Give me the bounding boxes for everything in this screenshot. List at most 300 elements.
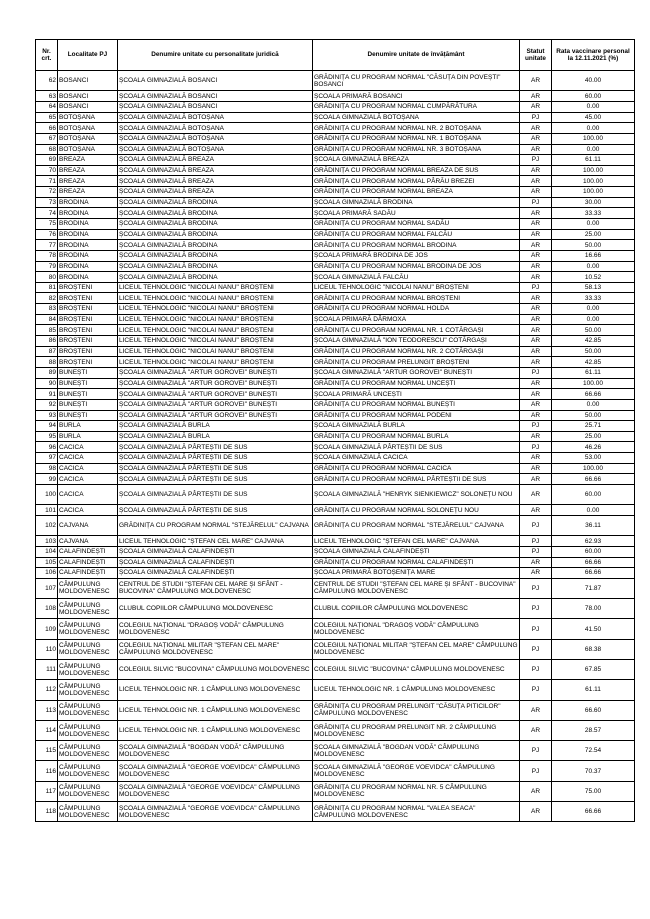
status-cell: AR (520, 229, 552, 240)
status-cell: PJ (520, 599, 552, 619)
locality-cell: CACICA (58, 474, 118, 485)
status-cell: PJ (520, 282, 552, 293)
header-nr: Nr. crt. (36, 40, 58, 71)
status-cell: AR (520, 399, 552, 410)
status-cell: PJ (520, 442, 552, 453)
school-unit-cell: ȘCOALA PRIMARĂ SADĂU (313, 208, 520, 219)
table-row (36, 536, 635, 547)
status-cell: AR (520, 378, 552, 389)
school-unit-cell: GRĂDINIȚA CU PROGRAM NORMAL CACICA (313, 463, 520, 474)
locality-cell: BRODINA (58, 261, 118, 272)
school-unit-cell: ȘCOALA GIMNAZIALĂ BRODINA (313, 197, 520, 208)
legal-entity-cell: ȘCOALA GIMNAZIALĂ CALAFINDEȘTI (118, 568, 313, 579)
table-row (36, 578, 635, 598)
legal-entity-cell: ȘCOALA GIMNAZIALĂ BRODINA (118, 250, 313, 261)
legal-entity-cell: ȘCOALA GIMNAZIALĂ BRODINA (118, 229, 313, 240)
table-row (36, 123, 635, 134)
vaccination-rate-cell: 36.11 (552, 515, 635, 535)
table-row (36, 680, 635, 700)
locality-cell: BOSANCI (58, 91, 118, 102)
row-number: 84 (36, 314, 58, 325)
table-row (36, 741, 635, 761)
school-unit-cell: GRĂDINIȚA CU PROGRAM NORMAL PODENI (313, 410, 520, 421)
legal-entity-cell: ȘCOALA GIMNAZIALĂ BOSANCI (118, 101, 313, 112)
school-unit-cell: GRĂDINIȚA CU PROGRAM NORMAL BROȘTENI (313, 293, 520, 304)
school-unit-cell: ȘCOALA GIMNAZIALĂ CACICA (313, 453, 520, 464)
status-cell: AR (520, 410, 552, 421)
locality-cell: BUNEȘTI (58, 378, 118, 389)
vaccination-rate-cell: 10.52 (552, 272, 635, 283)
row-number: 69 (36, 155, 58, 166)
table-row (36, 71, 635, 91)
status-cell: AR (520, 133, 552, 144)
vaccination-rate-cell: 33.33 (552, 208, 635, 219)
locality-cell: CÂMPULUNG MOLDOVENESC (58, 761, 118, 781)
vaccination-rate-cell: 61.11 (552, 155, 635, 166)
table-row (36, 802, 635, 822)
legal-entity-cell: LICEUL TEHNOLOGIC "NICOLAI NANU" BROȘTENI (118, 346, 313, 357)
vaccination-rate-cell: 0.00 (552, 101, 635, 112)
row-number: 79 (36, 261, 58, 272)
table-row (36, 155, 635, 166)
status-cell: PJ (520, 619, 552, 639)
row-number: 105 (36, 557, 58, 568)
row-number: 97 (36, 453, 58, 464)
status-cell: PJ (520, 659, 552, 679)
locality-cell: BOTOȘANA (58, 133, 118, 144)
school-unit-cell: ȘCOALA GIMNAZIALĂ "HENRYK SIENKIEWICZ" SOLONEȚU NOU (313, 485, 520, 505)
locality-cell: BOSANCI (58, 71, 118, 91)
vaccination-rate-cell: 0.00 (552, 505, 635, 516)
status-cell: AR (520, 91, 552, 102)
vaccination-rate-cell: 30.00 (552, 197, 635, 208)
table-row (36, 314, 635, 325)
status-cell: AR (520, 357, 552, 368)
locality-cell: BRODINA (58, 229, 118, 240)
table-row (36, 229, 635, 240)
table-row (36, 639, 635, 659)
row-number: 114 (36, 720, 58, 740)
legal-entity-cell: ȘCOALA GIMNAZIALĂ PÂRTEȘTII DE SUS (118, 463, 313, 474)
status-cell: AR (520, 261, 552, 272)
school-unit-cell: GRĂDINIȚA CU PROGRAM NORMAL BREAZA DE SUS (313, 165, 520, 176)
school-unit-cell: ȘCOALA GIMNAZIALĂ "GEORGE VOEVIDCA" CÂMPULUNG MOLDOVENESC (313, 761, 520, 781)
vaccination-rate-cell: 0.00 (552, 123, 635, 134)
school-unit-cell: GRĂDINIȚA CU PROGRAM NORMAL "STEJĂRELUL" CAJVANA (313, 515, 520, 535)
table-row (36, 421, 635, 432)
status-cell: AR (520, 325, 552, 336)
legal-entity-cell: LICEUL TEHNOLOGIC NR. 1 CÂMPULUNG MOLDOVENESC (118, 680, 313, 700)
locality-cell: BRODINA (58, 272, 118, 283)
table-row (36, 463, 635, 474)
vaccination-rate-cell: 42.85 (552, 357, 635, 368)
locality-cell: BURLA (58, 431, 118, 442)
status-cell: AR (520, 293, 552, 304)
school-unit-cell: GRĂDINIȚA CU PROGRAM PRELUNGIT NR. 2 CÂMPULUNG MOLDOVENESC (313, 720, 520, 740)
locality-cell: BRODINA (58, 197, 118, 208)
row-number: 87 (36, 346, 58, 357)
vaccination-rate-cell: 41.50 (552, 619, 635, 639)
status-cell: AR (520, 463, 552, 474)
vaccination-rate-cell: 67.85 (552, 659, 635, 679)
school-unit-cell: GRĂDINIȚA CU PROGRAM NORMAL HOLDA (313, 304, 520, 315)
vaccination-rate-cell: 25.00 (552, 431, 635, 442)
legal-entity-cell: ȘCOALA GIMNAZIALĂ "ARTUR GOROVEI" BUNEȘTI (118, 367, 313, 378)
table-row (36, 474, 635, 485)
row-number: 76 (36, 229, 58, 240)
row-number: 83 (36, 304, 58, 315)
row-number: 116 (36, 761, 58, 781)
table-row (36, 389, 635, 400)
legal-entity-cell: ȘCOALA GIMNAZIALĂ "BOGDAN VODĂ" CÂMPULUNG MOLDOVENESC (118, 741, 313, 761)
locality-cell: CAJVANA (58, 515, 118, 535)
legal-entity-cell: ȘCOALA GIMNAZIALĂ BRODINA (118, 197, 313, 208)
row-number: 98 (36, 463, 58, 474)
vaccination-rate-cell: 100.00 (552, 133, 635, 144)
row-number: 104 (36, 546, 58, 557)
school-unit-cell: COLEGIUL SILVIC "BUCOVINA" CÂMPULUNG MOLDOVENESC (313, 659, 520, 679)
row-number: 80 (36, 272, 58, 283)
locality-cell: BROȘTENI (58, 293, 118, 304)
status-cell: AR (520, 250, 552, 261)
school-unit-cell: GRĂDINIȚA CU PROGRAM NORMAL FALCĂU (313, 229, 520, 240)
header-unit: Denumire unitate de învățământ (313, 40, 520, 71)
table-row (36, 346, 635, 357)
school-unit-cell: GRĂDINIȚA CU PROGRAM NORMAL SOLONEȚU NOU (313, 505, 520, 516)
vaccination-rate-cell: 45.00 (552, 112, 635, 123)
locality-cell: CALAFINDEȘTI (58, 557, 118, 568)
table-row (36, 505, 635, 516)
table-row (36, 442, 635, 453)
legal-entity-cell: LICEUL TEHNOLOGIC "NICOLAI NANU" BROȘTENI (118, 325, 313, 336)
vaccination-rate-cell: 50.00 (552, 346, 635, 357)
legal-entity-cell: GRĂDINIȚA CU PROGRAM NORMAL "STEJĂRELUL" CAJVANA (118, 515, 313, 535)
school-unit-cell: GRĂDINIȚA CU PROGRAM NORMAL NR. 2 BOTOȘANA (313, 123, 520, 134)
table-row (36, 557, 635, 568)
status-cell: AR (520, 802, 552, 822)
legal-entity-cell: ȘCOALA GIMNAZIALĂ PÂRTEȘTII DE SUS (118, 505, 313, 516)
row-number: 113 (36, 700, 58, 720)
table-row (36, 357, 635, 368)
locality-cell: BOTOȘANA (58, 112, 118, 123)
school-unit-cell: GRĂDINIȚA CU PROGRAM NORMAL PÂRĂU BREZEI (313, 176, 520, 187)
table-row (36, 144, 635, 155)
locality-cell: BRODINA (58, 218, 118, 229)
school-unit-cell: ȘCOALA GIMNAZIALĂ BREAZA (313, 155, 520, 166)
status-cell: AR (520, 176, 552, 187)
vaccination-rate-cell: 61.11 (552, 367, 635, 378)
legal-entity-cell: ȘCOALA GIMNAZIALĂ BOTOȘANA (118, 133, 313, 144)
status-cell: AR (520, 187, 552, 198)
row-number: 90 (36, 378, 58, 389)
row-number: 85 (36, 325, 58, 336)
row-number: 99 (36, 474, 58, 485)
row-number: 112 (36, 680, 58, 700)
legal-entity-cell: LICEUL TEHNOLOGIC "ȘTEFAN CEL MARE" CAJVANA (118, 536, 313, 547)
table-row (36, 720, 635, 740)
locality-cell: CACICA (58, 485, 118, 505)
legal-entity-cell: ȘCOALA GIMNAZIALĂ "GEORGE VOEVIDCA" CÂMPULUNG MOLDOVENESC (118, 781, 313, 801)
locality-cell: CÂMPULUNG MOLDOVENESC (58, 802, 118, 822)
row-number: 73 (36, 197, 58, 208)
row-number: 93 (36, 410, 58, 421)
row-number: 65 (36, 112, 58, 123)
row-number: 75 (36, 218, 58, 229)
status-cell: AR (520, 144, 552, 155)
table-row (36, 568, 635, 579)
status-cell: PJ (520, 761, 552, 781)
row-number: 91 (36, 389, 58, 400)
legal-entity-cell: ȘCOALA GIMNAZIALĂ "GEORGE VOEVIDCA" CÂMPULUNG MOLDOVENESC (118, 802, 313, 822)
vaccination-rate-cell: 58.13 (552, 282, 635, 293)
vaccination-rate-cell: 28.57 (552, 720, 635, 740)
locality-cell: BOTOȘANA (58, 123, 118, 134)
school-unit-cell: GRĂDINIȚA CU PROGRAM NORMAL BRODINA DE JOS (313, 261, 520, 272)
school-unit-cell: ȘCOALA GIMNAZIALĂ CALAFINDEȘTI (313, 546, 520, 557)
legal-entity-cell: LICEUL TEHNOLOGIC "NICOLAI NANU" BROȘTENI (118, 293, 313, 304)
legal-entity-cell: LICEUL TEHNOLOGIC NR. 1 CÂMPULUNG MOLDOVENESC (118, 700, 313, 720)
legal-entity-cell: ȘCOALA GIMNAZIALĂ BREAZA (118, 176, 313, 187)
status-cell: PJ (520, 112, 552, 123)
school-unit-cell: GRĂDINIȚA CU PROGRAM NORMAL NR. 1 BOTOȘANA (313, 133, 520, 144)
row-number: 71 (36, 176, 58, 187)
locality-cell: BROȘTENI (58, 336, 118, 347)
legal-entity-cell: ȘCOALA GIMNAZIALĂ PÂRTEȘTII DE SUS (118, 442, 313, 453)
row-number: 111 (36, 659, 58, 679)
row-number: 92 (36, 399, 58, 410)
school-unit-cell: ȘCOALA PRIMARĂ UNCEȘTI (313, 389, 520, 400)
school-unit-cell: LICEUL TEHNOLOGIC "ȘTEFAN CEL MARE" CAJVANA (313, 536, 520, 547)
school-unit-cell: COLEGIUL NAȚIONAL MILITAR "ȘTEFAN CEL MARE" CÂMPULUNG MOLDOVENESC (313, 639, 520, 659)
legal-entity-cell: LICEUL TEHNOLOGIC "NICOLAI NANU" BROȘTENI (118, 336, 313, 347)
table-row (36, 336, 635, 347)
locality-cell: CÂMPULUNG MOLDOVENESC (58, 720, 118, 740)
locality-cell: CÂMPULUNG MOLDOVENESC (58, 578, 118, 598)
locality-cell: CÂMPULUNG MOLDOVENESC (58, 639, 118, 659)
row-number: 64 (36, 101, 58, 112)
header-statut: Statut unitate (520, 40, 552, 71)
school-unit-cell: GRĂDINIȚA CU PROGRAM NORMAL "VALEA SEACA" CÂMPULUNG MOLDOVENESC (313, 802, 520, 822)
status-cell: AR (520, 568, 552, 579)
school-unit-cell: ȘCOALA GIMNAZIALĂ FALCĂU (313, 272, 520, 283)
header-pj: Denumire unitate cu personalitate juridică (118, 40, 313, 71)
row-number: 67 (36, 133, 58, 144)
row-number: 107 (36, 578, 58, 598)
vaccination-rate-cell: 0.00 (552, 144, 635, 155)
locality-cell: CÂMPULUNG MOLDOVENESC (58, 619, 118, 639)
school-unit-cell: GRĂDINIȚA CU PROGRAM NORMAL BURLA (313, 431, 520, 442)
status-cell: PJ (520, 639, 552, 659)
table-row (36, 619, 635, 639)
row-number: 102 (36, 515, 58, 535)
school-unit-cell: GRĂDINIȚA CU PROGRAM NORMAL CUMPĂRĂTURA (313, 101, 520, 112)
vaccination-rate-cell: 100.00 (552, 165, 635, 176)
legal-entity-cell: ȘCOALA GIMNAZIALĂ CALAFINDEȘTI (118, 557, 313, 568)
vaccination-rate-cell: 50.00 (552, 240, 635, 251)
row-number: 103 (36, 536, 58, 547)
locality-cell: BREAZA (58, 176, 118, 187)
table-row (36, 187, 635, 198)
vaccination-rate-cell: 25.71 (552, 421, 635, 432)
table-body (36, 71, 635, 822)
school-unit-cell: ȘCOALA GIMNAZIALĂ BURLA (313, 421, 520, 432)
school-unit-cell: ȘCOALA PRIMARĂ BRODINA DE JOS (313, 250, 520, 261)
vaccination-rate-cell: 100.00 (552, 463, 635, 474)
vaccination-rate-cell: 60.00 (552, 546, 635, 557)
school-unit-cell: ȘCOALA PRIMARĂ BOSANCI (313, 91, 520, 102)
table-row (36, 218, 635, 229)
school-unit-cell: GRĂDINIȚA CU PROGRAM NORMAL UNCEȘTI (313, 378, 520, 389)
table-row (36, 700, 635, 720)
table-row (36, 112, 635, 123)
legal-entity-cell: ȘCOALA GIMNAZIALĂ "ARTUR GOROVEI" BUNEȘTI (118, 389, 313, 400)
row-number: 63 (36, 91, 58, 102)
school-unit-cell: GRĂDINIȚA CU PROGRAM NORMAL "CĂSUȚA DIN POVEȘTI" BOSANCI (313, 71, 520, 91)
legal-entity-cell: ȘCOALA GIMNAZIALĂ BRODINA (118, 240, 313, 251)
vaccination-rate-cell: 66.66 (552, 557, 635, 568)
legal-entity-cell: ȘCOALA GIMNAZIALĂ BRODINA (118, 261, 313, 272)
legal-entity-cell: ȘCOALA GIMNAZIALĂ BRODINA (118, 272, 313, 283)
legal-entity-cell: ȘCOALA GIMNAZIALĂ BRODINA (118, 218, 313, 229)
status-cell: AR (520, 165, 552, 176)
vaccination-rate-cell: 66.66 (552, 802, 635, 822)
status-cell: PJ (520, 421, 552, 432)
vaccination-rate-cell: 100.00 (552, 378, 635, 389)
status-cell: AR (520, 304, 552, 315)
locality-cell: CALAFINDEȘTI (58, 568, 118, 579)
vaccination-rate-cell: 46.26 (552, 442, 635, 453)
table-row (36, 546, 635, 557)
header-rata: Rata vaccinare personal la 12.11.2021 (%) (552, 40, 635, 71)
school-unit-cell: GRĂDINIȚA CU PROGRAM NORMAL NR. 5 CÂMPULUNG MOLDOVENESC (313, 781, 520, 801)
locality-cell: BROȘTENI (58, 282, 118, 293)
school-unit-cell: GRĂDINIȚA CU PROGRAM NORMAL NR. 3 BOTOȘANA (313, 144, 520, 155)
status-cell: AR (520, 208, 552, 219)
locality-cell: CACICA (58, 463, 118, 474)
school-unit-cell: ȘCOALA GIMNAZIALĂ PÂRTEȘTII DE SUS (313, 442, 520, 453)
locality-cell: CÂMPULUNG MOLDOVENESC (58, 659, 118, 679)
locality-cell: CAJVANA (58, 536, 118, 547)
status-cell: AR (520, 336, 552, 347)
status-cell: AR (520, 71, 552, 91)
locality-cell: BOTOȘANA (58, 144, 118, 155)
row-number: 62 (36, 71, 58, 91)
row-number: 82 (36, 293, 58, 304)
legal-entity-cell: ȘCOALA GIMNAZIALĂ PÂRTEȘTII DE SUS (118, 453, 313, 464)
school-unit-cell: ȘCOALA PRIMARĂ BOTOȘENIȚA MARE (313, 568, 520, 579)
legal-entity-cell: ȘCOALA GIMNAZIALĂ "ARTUR GOROVEI" BUNEȘTI (118, 399, 313, 410)
status-cell: AR (520, 346, 552, 357)
table-row (36, 761, 635, 781)
row-number: 78 (36, 250, 58, 261)
locality-cell: BREAZA (58, 187, 118, 198)
status-cell: AR (520, 314, 552, 325)
status-cell: AR (520, 101, 552, 112)
vaccination-rate-cell: 50.00 (552, 410, 635, 421)
vaccination-rate-cell: 53.00 (552, 453, 635, 464)
vaccination-rate-cell: 66.66 (552, 568, 635, 579)
legal-entity-cell: LICEUL TEHNOLOGIC "NICOLAI NANU" BROȘTENI (118, 282, 313, 293)
legal-entity-cell: ȘCOALA GIMNAZIALĂ BREAZA (118, 165, 313, 176)
legal-entity-cell: ȘCOALA GIMNAZIALĂ "GEORGE VOEVIDCA" CÂMPULUNG MOLDOVENESC (118, 761, 313, 781)
locality-cell: CÂMPULUNG MOLDOVENESC (58, 741, 118, 761)
status-cell: PJ (520, 155, 552, 166)
legal-entity-cell: CLUBUL COPIILOR CÂMPULUNG MOLDOVENESC (118, 599, 313, 619)
table-row (36, 378, 635, 389)
table-row (36, 453, 635, 464)
table-row (36, 515, 635, 535)
vaccination-rate-cell: 0.00 (552, 314, 635, 325)
school-unit-cell: ȘCOALA GIMNAZIALĂ "ION TEODORESCU" COTĂRGAȘI (313, 336, 520, 347)
table-header-row (36, 40, 635, 71)
table-row (36, 325, 635, 336)
school-unit-cell: GRĂDINIȚA CU PROGRAM NORMAL BRODINA (313, 240, 520, 251)
table-row (36, 240, 635, 251)
vaccination-rate-cell: 75.00 (552, 781, 635, 801)
vaccination-rate-cell: 25.00 (552, 229, 635, 240)
school-unit-cell: ȘCOALA GIMNAZIALĂ "BOGDAN VODĂ" CÂMPULUNG MOLDOVENESC (313, 741, 520, 761)
table-row (36, 431, 635, 442)
locality-cell: CACICA (58, 505, 118, 516)
vaccination-rate-cell: 50.00 (552, 325, 635, 336)
status-cell: AR (520, 557, 552, 568)
vaccination-rate-cell: 72.54 (552, 741, 635, 761)
status-cell: AR (520, 485, 552, 505)
legal-entity-cell: ȘCOALA GIMNAZIALĂ BOSANCI (118, 71, 313, 91)
row-number: 95 (36, 431, 58, 442)
legal-entity-cell: ȘCOALA GIMNAZIALĂ BRODINA (118, 208, 313, 219)
vaccination-rate-cell: 60.00 (552, 485, 635, 505)
status-cell: AR (520, 453, 552, 464)
locality-cell: BUNEȘTI (58, 367, 118, 378)
status-cell: AR (520, 240, 552, 251)
vaccination-rate-cell: 40.00 (552, 71, 635, 91)
status-cell: AR (520, 700, 552, 720)
table-row (36, 282, 635, 293)
school-unit-cell: GRĂDINIȚA CU PROGRAM NORMAL CALAFINDEȘTI (313, 557, 520, 568)
school-unit-cell: CENTRUL DE STUDII "ȘTEFAN CEL MARE ȘI SFÂNT - BUCOVINA" CÂMPULUNG MOLDOVENESC (313, 578, 520, 598)
locality-cell: CÂMPULUNG MOLDOVENESC (58, 680, 118, 700)
status-cell: PJ (520, 578, 552, 598)
status-cell: AR (520, 431, 552, 442)
row-number: 109 (36, 619, 58, 639)
legal-entity-cell: ȘCOALA GIMNAZIALĂ BOTOȘANA (118, 123, 313, 134)
row-number: 108 (36, 599, 58, 619)
row-number: 89 (36, 367, 58, 378)
legal-entity-cell: ȘCOALA GIMNAZIALĂ BREAZA (118, 155, 313, 166)
school-unit-cell: GRĂDINIȚA CU PROGRAM NORMAL NR. 2 COTĂRGAȘI (313, 346, 520, 357)
school-unit-cell: GRĂDINIȚA CU PROGRAM PRELUNGIT BROȘTENI (313, 357, 520, 368)
vaccination-rate-table (35, 39, 635, 822)
row-number: 100 (36, 485, 58, 505)
status-cell: PJ (520, 197, 552, 208)
legal-entity-cell: COLEGIUL NAȚIONAL "DRAGOȘ VODĂ" CÂMPULUNG MOLDOVENESC (118, 619, 313, 639)
vaccination-rate-cell: 100.00 (552, 176, 635, 187)
locality-cell: BUNEȘTI (58, 410, 118, 421)
vaccination-rate-cell: 42.85 (552, 336, 635, 347)
table-row (36, 133, 635, 144)
vaccination-rate-cell: 16.66 (552, 250, 635, 261)
school-unit-cell: GRĂDINIȚA CU PROGRAM NORMAL BUNEȘTI (313, 399, 520, 410)
row-number: 106 (36, 568, 58, 579)
row-number: 110 (36, 639, 58, 659)
row-number: 94 (36, 421, 58, 432)
row-number: 118 (36, 802, 58, 822)
locality-cell: BROȘTENI (58, 357, 118, 368)
row-number: 70 (36, 165, 58, 176)
locality-cell: BROȘTENI (58, 346, 118, 357)
legal-entity-cell: LICEUL TEHNOLOGIC "NICOLAI NANU" BROȘTENI (118, 314, 313, 325)
